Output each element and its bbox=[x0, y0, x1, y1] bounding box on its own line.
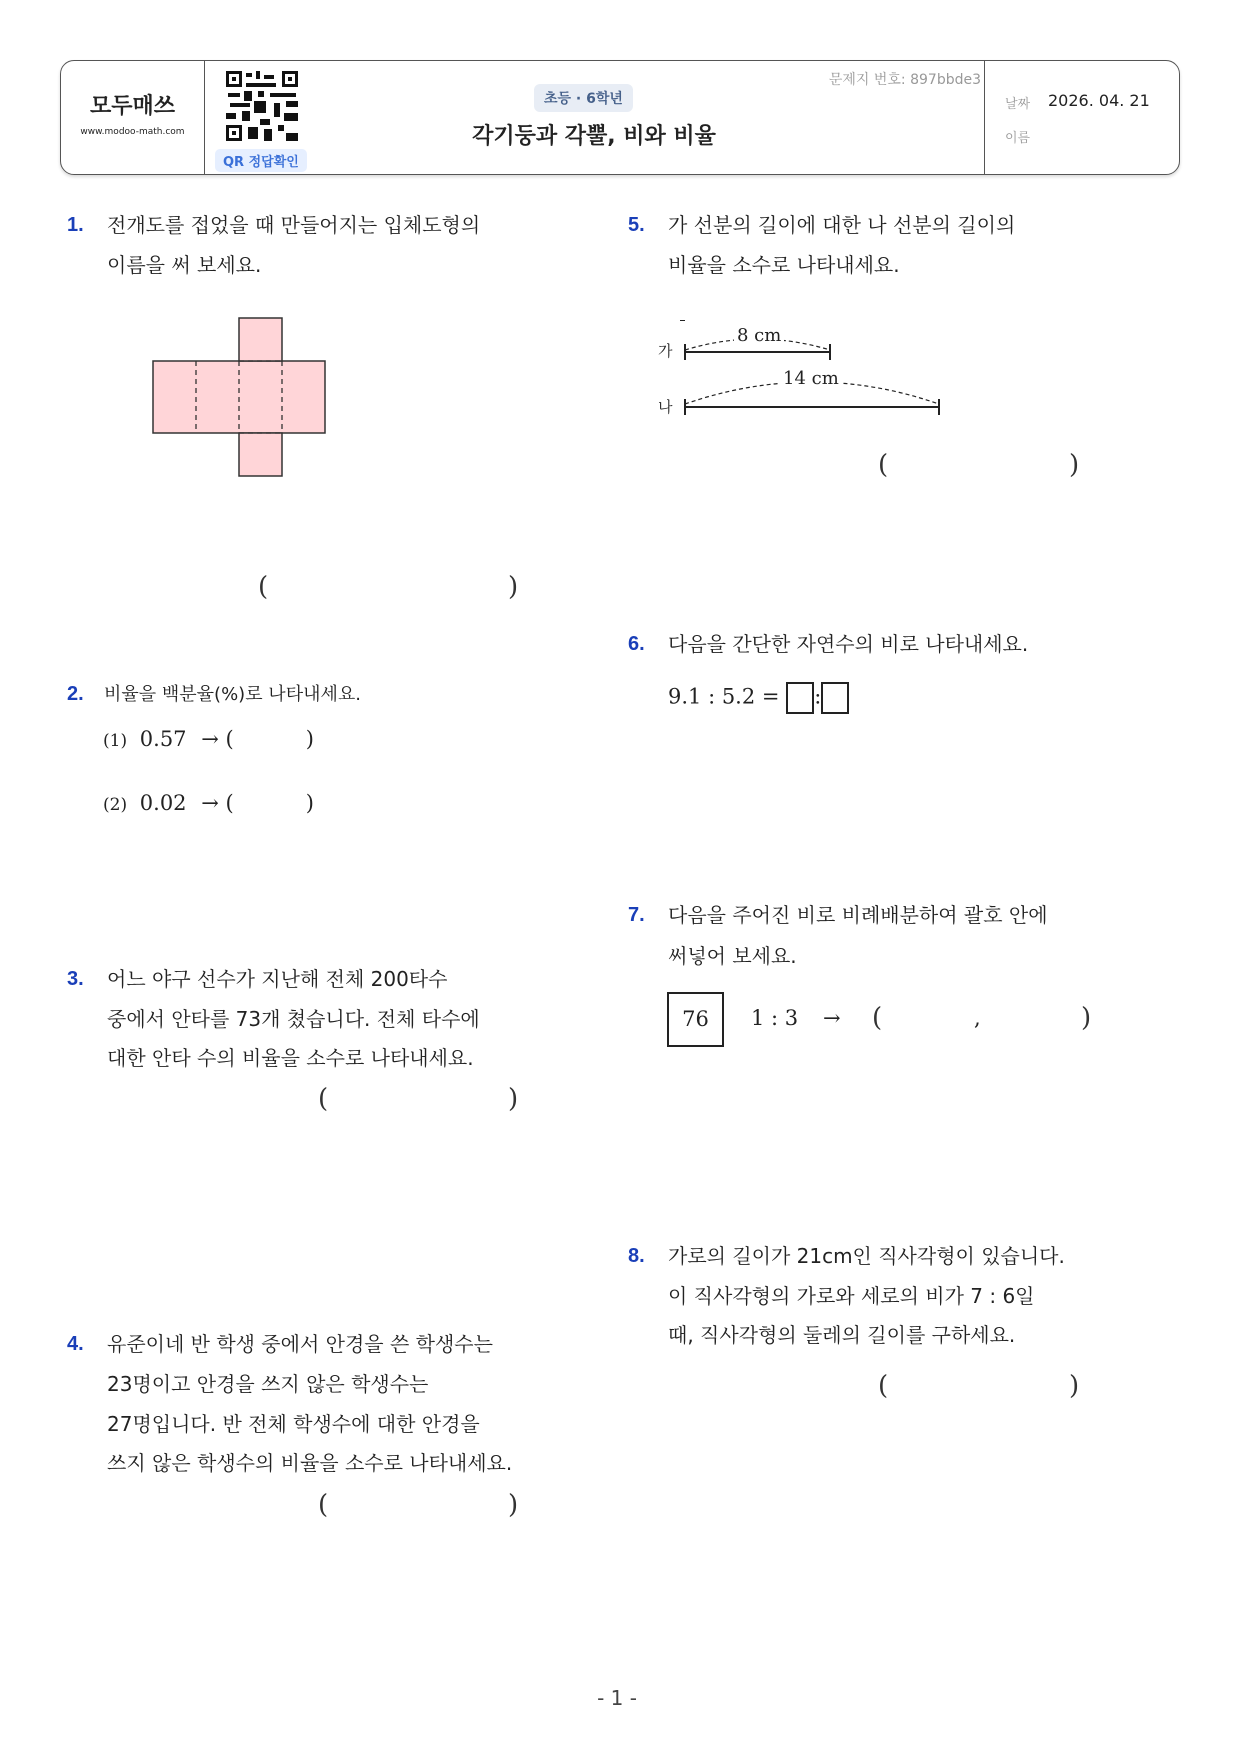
ratio: 1 : 3 bbox=[751, 1006, 799, 1030]
worksheet-header bbox=[60, 60, 1180, 175]
question-number: 1. bbox=[67, 214, 84, 236]
arrow: → bbox=[823, 1006, 841, 1030]
answer-paren-open: ( bbox=[318, 1084, 329, 1114]
answer-paren-open: ( bbox=[318, 1490, 329, 1520]
question-text: 이 직사각형의 가로와 세로의 비가 7 : 6일 bbox=[668, 1284, 1035, 1308]
sub-label: (2) bbox=[103, 795, 128, 815]
answer-paren-open: ( bbox=[878, 1371, 889, 1401]
segment-a-label: 가 bbox=[658, 342, 673, 360]
question-text: 다음을 주어진 비로 비례배분하여 괄호 안에 bbox=[668, 903, 1048, 927]
question-text: 이름을 써 보세요. bbox=[107, 253, 262, 277]
question-text: 27명입니다. 반 전체 학생수에 대한 안경을 bbox=[107, 1412, 480, 1436]
question-text: 대한 안타 수의 비율을 소수로 나타내세요. bbox=[107, 1046, 474, 1070]
page-number: - 1 - bbox=[597, 1686, 637, 1710]
question-text: 중에서 안타를 73개 쳤습니다. 전체 타수에 bbox=[107, 1007, 480, 1031]
segment-a-length: 8 cm bbox=[734, 325, 784, 346]
answer-box[interactable] bbox=[821, 682, 849, 714]
question-number: 4. bbox=[67, 1333, 84, 1355]
sub-value: 0.02 bbox=[139, 791, 187, 815]
arrow: → bbox=[201, 791, 219, 815]
question-number: 3. bbox=[67, 968, 84, 990]
grade-badge: 초등 · 6학년 bbox=[534, 84, 633, 112]
question-number: 6. bbox=[628, 633, 645, 655]
sub-label: (1) bbox=[103, 731, 128, 751]
question-text: 때, 직사각형의 둘레의 길이를 구하세요. bbox=[668, 1323, 1016, 1347]
date-value: 2026. 04. 21 bbox=[1048, 91, 1150, 110]
question-text: 비율을 소수로 나타내세요. bbox=[668, 253, 900, 277]
logo-url: www.modoo-math.com bbox=[80, 127, 185, 137]
question-text: 다음을 간단한 자연수의 비로 나타내세요. bbox=[668, 632, 1029, 656]
comma: , bbox=[974, 1006, 981, 1030]
segment-b-length: 14 cm bbox=[780, 368, 842, 389]
question-number: 2. bbox=[67, 683, 84, 705]
segment-b-label: 나 bbox=[658, 398, 673, 416]
question-text: 유준이네 반 학생 중에서 안경을 쓴 학생수는 bbox=[107, 1332, 493, 1356]
arrow: → bbox=[201, 727, 219, 751]
answer-paren-close: ) bbox=[508, 1490, 519, 1520]
question-text: 가 선분의 길이에 대한 나 선분의 길이의 bbox=[668, 213, 1016, 237]
qr-answer-check-button[interactable]: QR 정답확인 bbox=[215, 149, 307, 172]
question-number: 5. bbox=[628, 214, 645, 236]
answer-box[interactable] bbox=[786, 682, 814, 714]
answer-paren-open: ( bbox=[872, 1003, 883, 1033]
page-title: 각기둥과 각뿔, 비와 비율 bbox=[472, 124, 716, 149]
question-text: 쓰지 않은 학생수의 비율을 소수로 나타내세요. bbox=[107, 1451, 513, 1475]
answer-paren-close: ) bbox=[1069, 1371, 1080, 1401]
answer-paren-close: ) bbox=[1081, 1003, 1092, 1033]
name-label: 이름 bbox=[1005, 131, 1031, 146]
answer-paren-close: ) bbox=[508, 572, 519, 602]
answer-paren-close: ) bbox=[1069, 450, 1080, 480]
sub-value: 0.57 bbox=[139, 727, 187, 751]
question-number: 7. bbox=[628, 904, 645, 926]
question-text: 써넣어 보세요. bbox=[668, 944, 797, 968]
answer-paren-open: ( bbox=[878, 450, 889, 480]
answer-paren-close: ) bbox=[508, 1084, 519, 1114]
question-text: 비율을 백분율(%)로 나타내세요. bbox=[104, 684, 361, 705]
question-number: 8. bbox=[628, 1245, 645, 1267]
date-label: 날짜 bbox=[1005, 97, 1031, 112]
logo: 모두매쓰 bbox=[89, 94, 175, 119]
total-box: 76 bbox=[667, 992, 724, 1047]
prism-net-diagram bbox=[150, 314, 330, 480]
sheet-number: 문제지 번호: 897bbde3 bbox=[828, 72, 981, 88]
ratio-expression: 9.1 : 5.2 = bbox=[668, 684, 780, 709]
question-text: 전개도를 접었을 때 만들어지는 입체도형의 bbox=[107, 213, 481, 237]
question-text: 23명이고 안경을 쓰지 않은 학생수는 bbox=[107, 1372, 429, 1396]
question-text: 어느 야구 선수가 지난해 전체 200타수 bbox=[107, 967, 448, 991]
answer-paren-open: ( bbox=[258, 572, 269, 602]
question-text: 가로의 길이가 21cm인 직사각형이 있습니다. bbox=[668, 1244, 1065, 1268]
